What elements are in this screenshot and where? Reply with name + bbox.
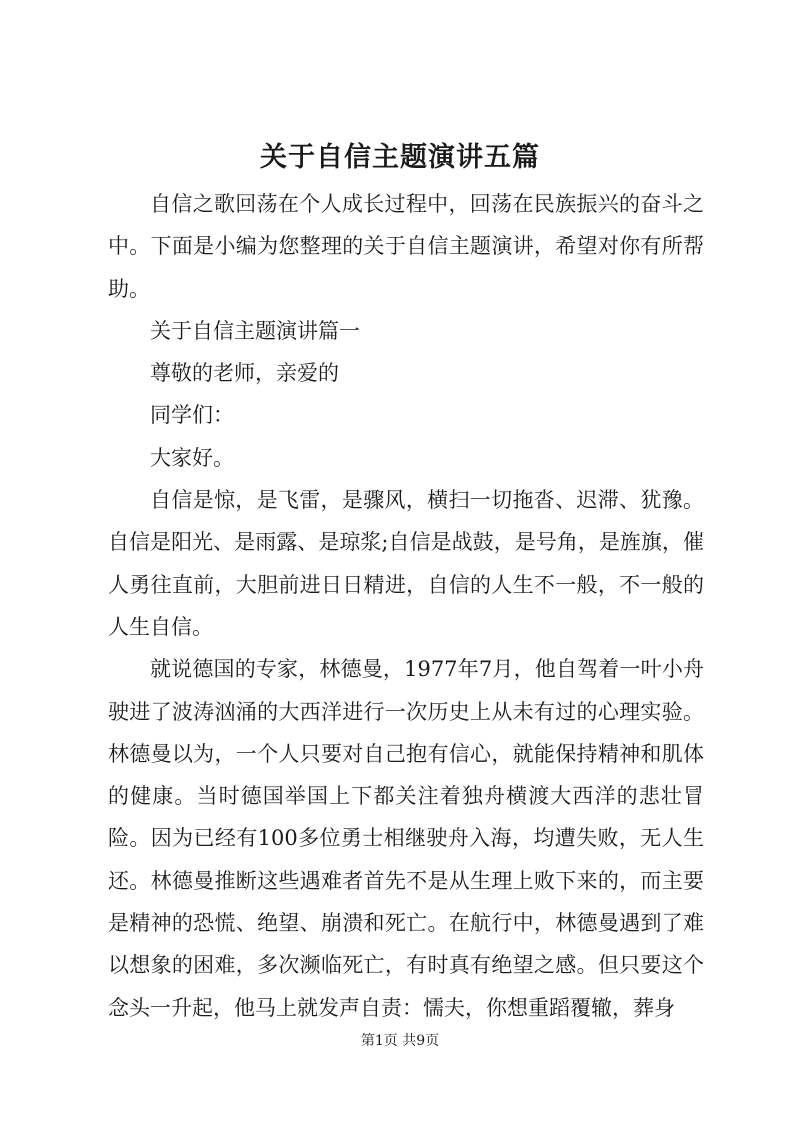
salutation-line: 同学们： [150, 403, 234, 428]
greeting-line: 大家好。 [150, 445, 234, 470]
document-title: 关于自信主题演讲五篇 [260, 142, 540, 173]
body-paragraph: 就说德国的专家，林德曼，1977年7月，他自驾着一叶小舟驶进了波涛汹涌的大西洋进行一次历史上从未有过的心理实验。林德曼以为，一个人只要对自己抱有信心，就能保持精神和肌体的健康。当时德国举国上下都关注着独舟横渡大西洋的悲壮冒险。因为已经有100多位勇士相继驶舟入海，均遭失败，无人生还。林德曼推断这些遇难者首先不是从生理上败下来的，而主要是精神的恐慌、绝望、崩溃和死亡。在航行中，林德曼遇到了难以想象的困难，多次濒临死亡，有时真有绝望之感。但只要这个念头一升起，他马上就发声自责：懦夫，你想重蹈覆辙，葬身 [108, 657, 704, 1020]
page-footer: 第1页 共9页 [360, 1033, 440, 1049]
document-body [108, 183, 704, 1029]
salutation-line: 尊敬的老师，亲爱的 [150, 361, 339, 386]
section-heading: 关于自信主题演讲篇一 [150, 318, 360, 343]
body-paragraph: 自信是惊，是飞雷，是骤风，横扫一切拖沓、迟滞、犹豫。自信是阳光、是雨露、是琼浆;自信是战鼓，是号角，是旌旗，催人勇往直前，大胆前进日日精进，自信的人生不一般，不一般的人生自信。 [108, 488, 704, 639]
intro-paragraph: 自信之歌回荡在个人成长过程中，回荡在民族振兴的奋斗之中。下面是小编为您整理的关于自信主题演讲，希望对你有所帮助。 [108, 192, 704, 301]
